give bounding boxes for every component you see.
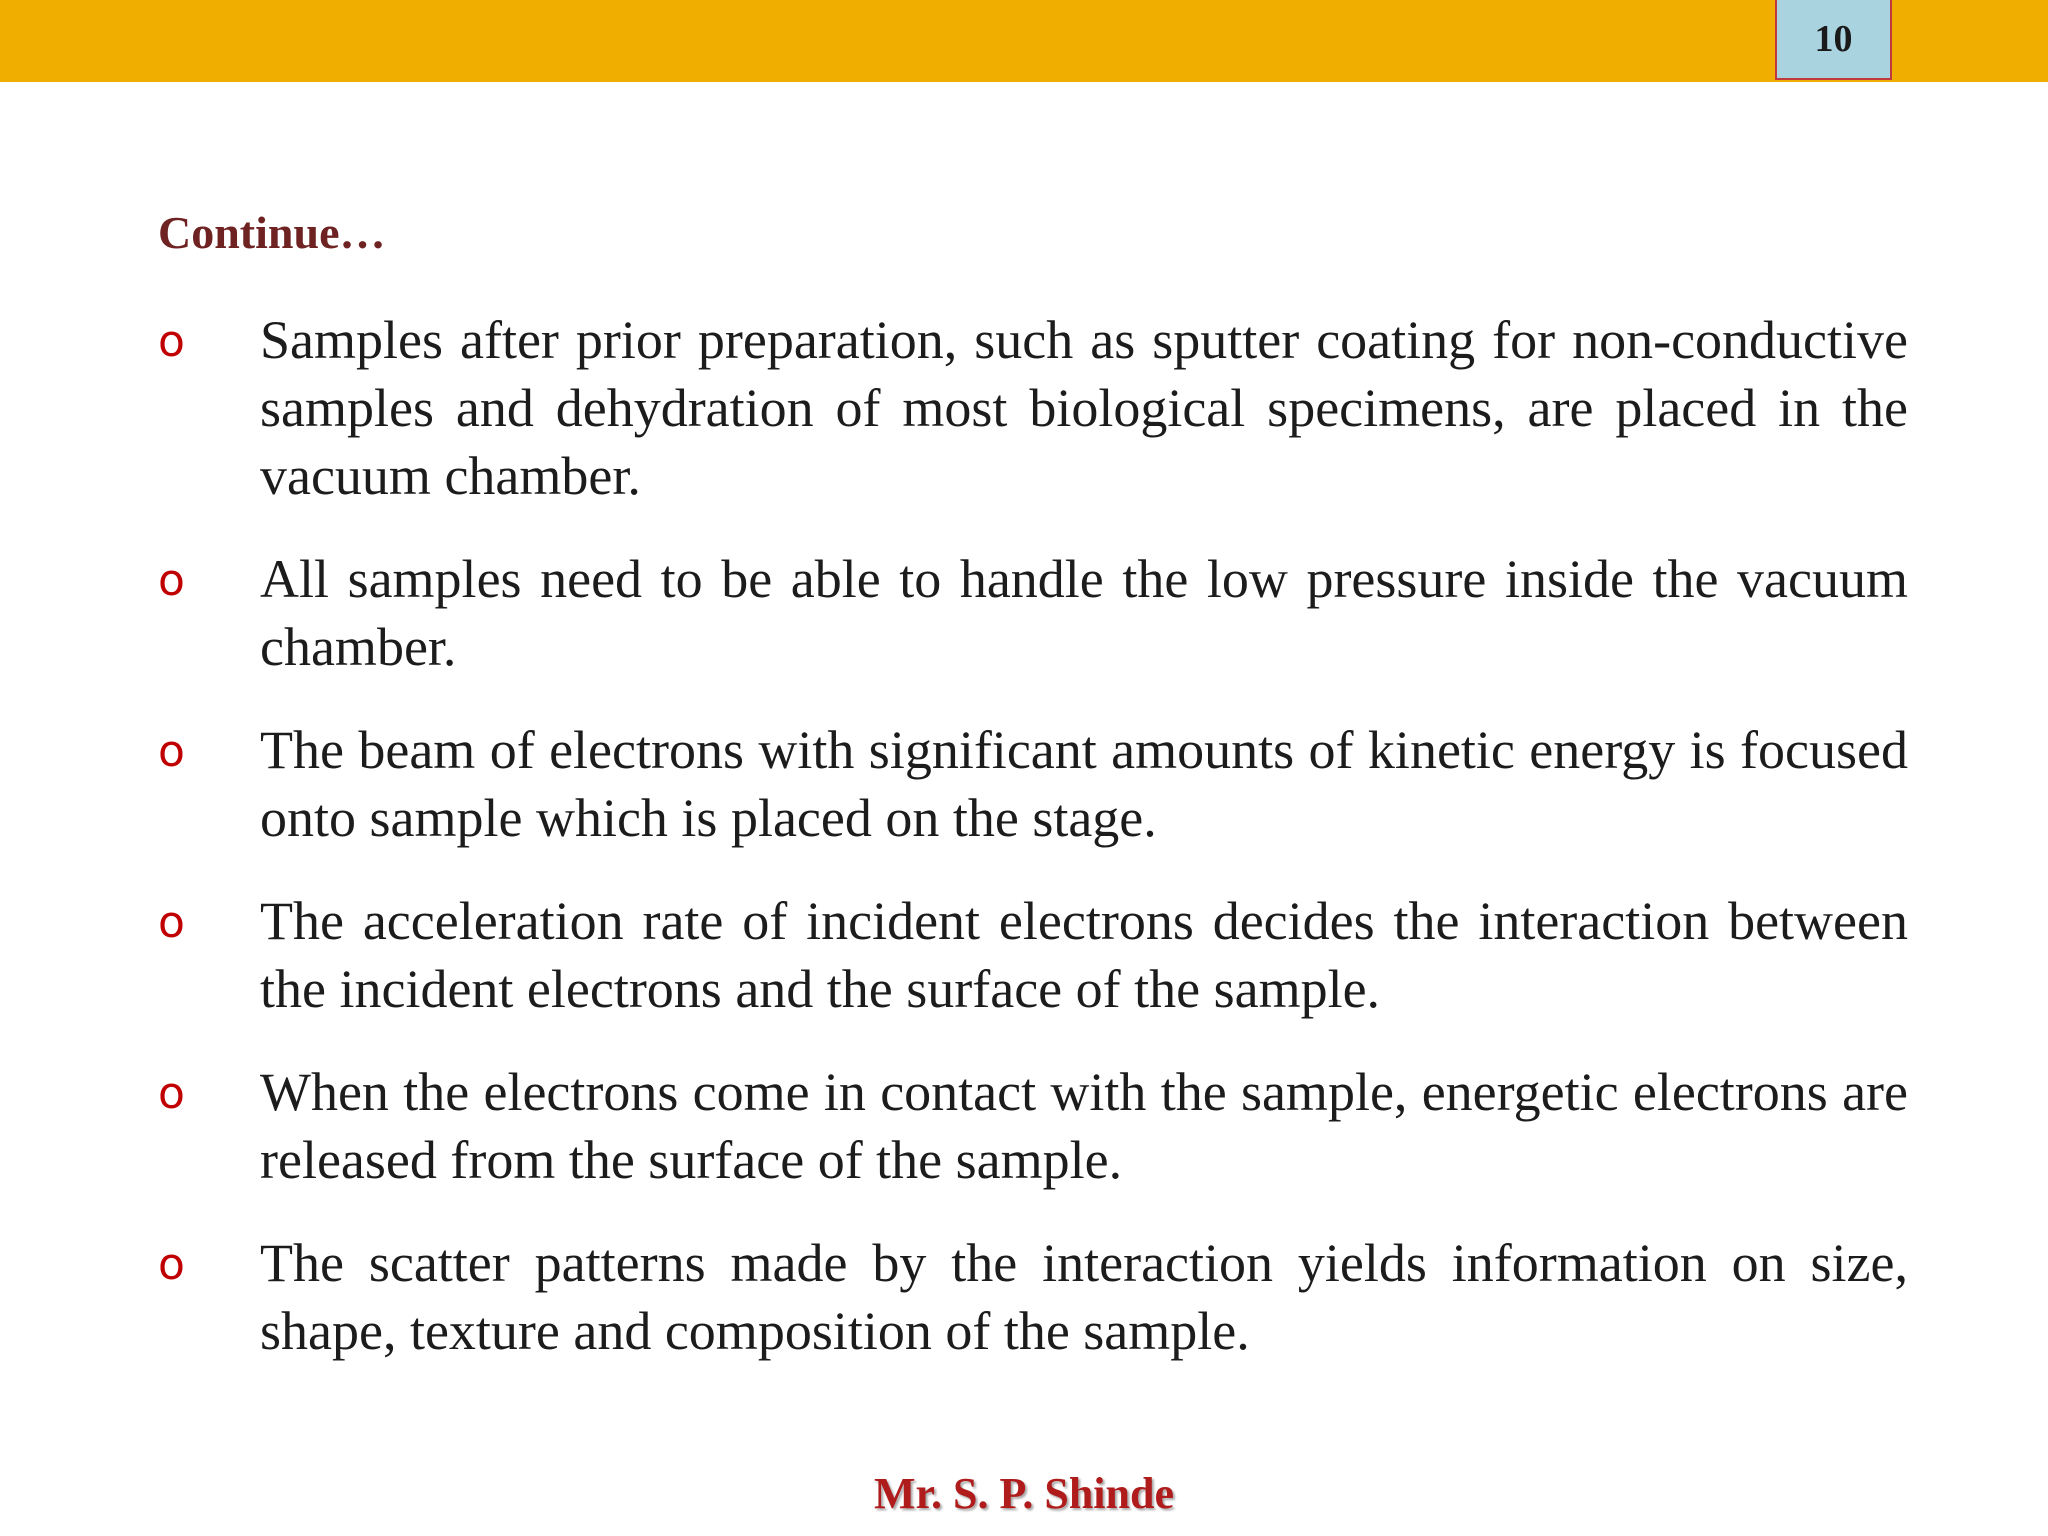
bullet-text: The acceleration rate of incident electrons decides the interaction between the incident electrons and the surface of the sample. [260, 891, 1908, 1019]
page-number-badge: 10 [1775, 0, 1892, 80]
bullet-text: All samples need to be able to handle the low pressure inside the vacuum chamber. [260, 549, 1908, 677]
bullet-item [158, 1058, 1908, 1194]
bullet-list [158, 306, 1908, 1400]
bullet-item [158, 306, 1908, 510]
top-bar [0, 0, 2048, 82]
bullet-marker-icon: o [158, 1068, 185, 1119]
bullet-item [158, 1229, 1908, 1365]
slide-subtitle: Continue… [158, 207, 386, 258]
bullet-item [158, 887, 1908, 1023]
bullet-text: When the electrons come in contact with the sample, energetic electrons are released from the surface of the sample. [260, 1062, 1908, 1190]
bullet-item [158, 545, 1908, 681]
bullet-marker-icon: o [158, 1239, 185, 1290]
bullet-text: The scatter patterns made by the interaction yields information on size, shape, texture and composition of the sample. [260, 1233, 1908, 1361]
bullet-text: The beam of electrons with significant amounts of kinetic energy is focused onto sample which is placed on the stage. [260, 720, 1908, 848]
bullet-text: Samples after prior preparation, such as sputter coating for non-conductive samples and dehydration of most biological specimens, are placed in the vacuum chamber. [260, 310, 1908, 506]
bullet-item [158, 716, 1908, 852]
bullet-marker-icon: o [158, 897, 185, 948]
bullet-marker-icon: o [158, 555, 185, 606]
author-footer: Mr. S. P. Shinde [874, 1469, 1174, 1518]
bullet-marker-icon: o [158, 316, 185, 367]
bullet-marker-icon: o [158, 726, 185, 777]
